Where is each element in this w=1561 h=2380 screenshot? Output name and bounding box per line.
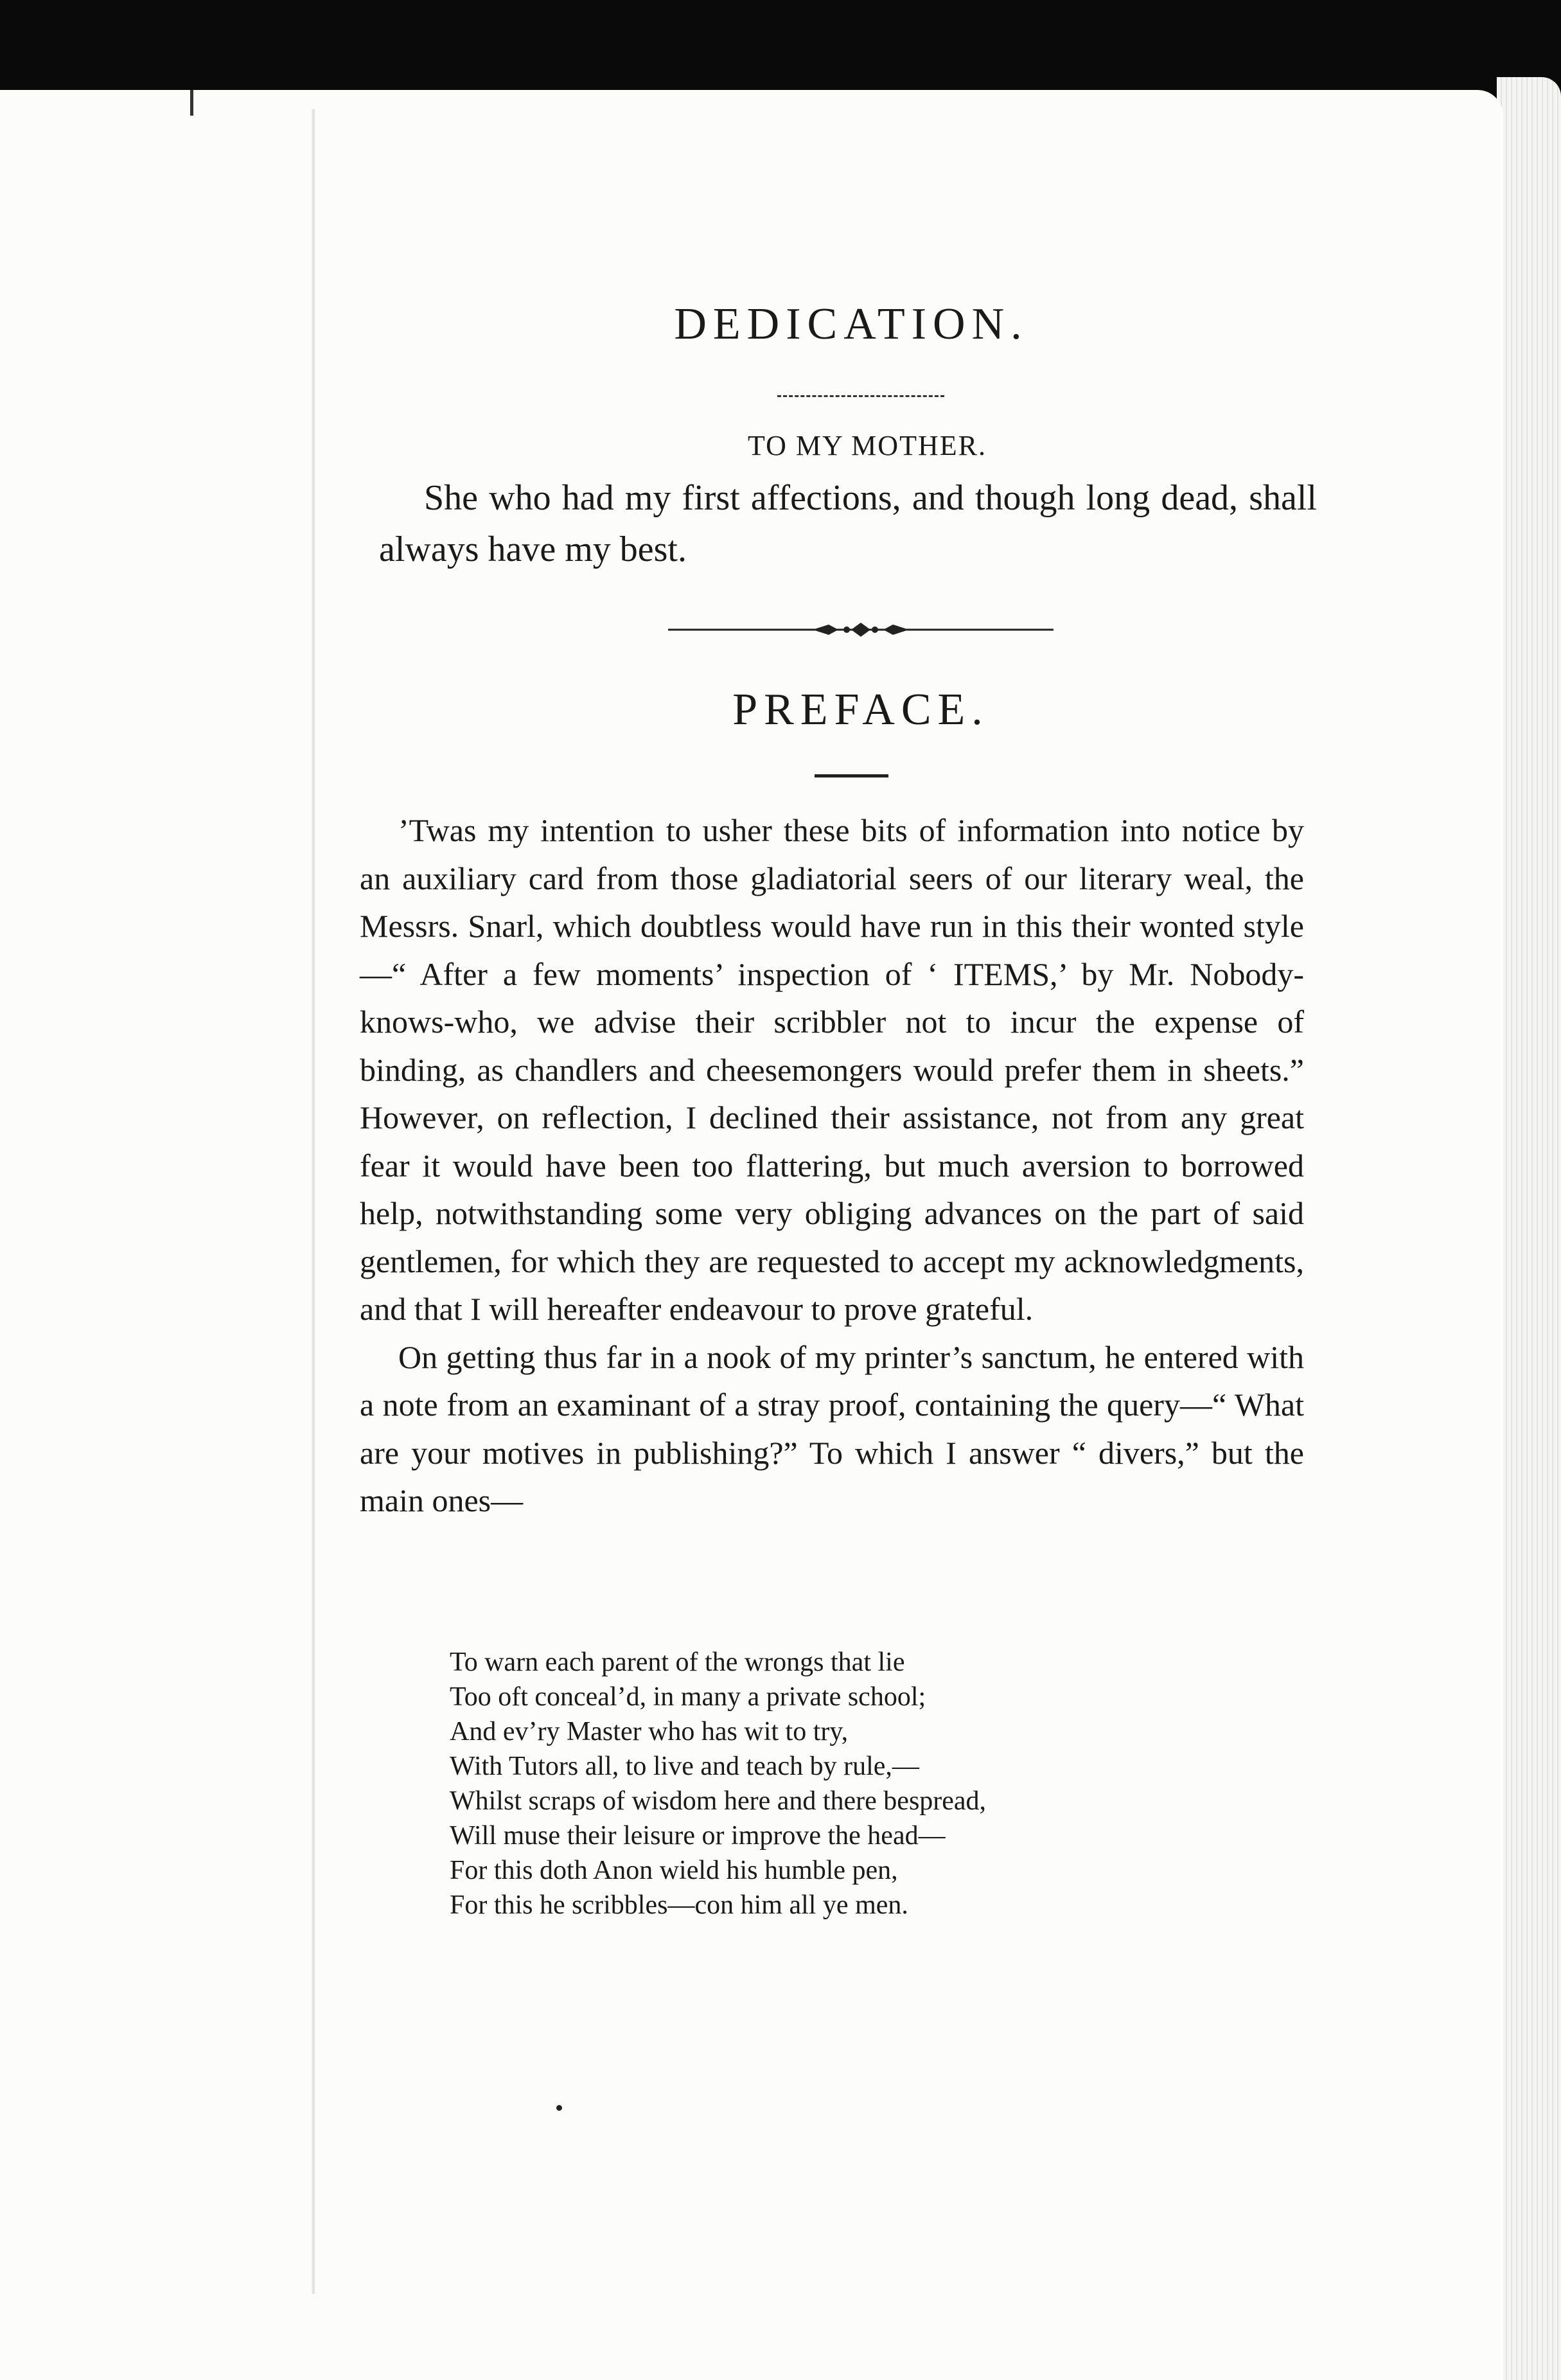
verse-line: For this doth Anon wield his humble pen, — [450, 1856, 898, 1885]
dedication-recipient: TO MY MOTHER. — [748, 430, 987, 461]
page-edge-stack — [1497, 77, 1561, 2380]
ornamental-divider — [668, 617, 1054, 643]
verse-line: Whilst scraps of wisdom here and there bespread, — [450, 1786, 987, 1816]
preface-paragraph-1: ’Twas my intention to usher these bits of information into notice by an auxiliary card from those gladiatorial seers of our literary weal, the Messrs. Snarl, which doubtless would have run in this their wonted style—“ After a few moments’ inspection of ‘ ITEMS,’ by Mr. Nobody-knows-who, we advise their scribbler not to incur the expense of binding, as chandlers and cheesemongers would prefer them in sheets.” However, on reflection, I declined their assistance, not from any great fear it would have been too flattering, but much aversion to borrowed help, notwithstanding some very obliging advances on the part of said gentlemen, for which they are requested to accept my acknowledgments, and that I will hereafter endeavour to prove grateful. — [360, 812, 1304, 1327]
verse-line: To warn each parent of the wrongs that lie — [450, 1647, 905, 1677]
dedication-text: She who had my first affections, and though long dead, shall always have my best. — [379, 478, 1317, 569]
preface-verse — [450, 1645, 1188, 1923]
verse-line: For this he scribbles—con him all ye men. — [450, 1890, 908, 1920]
preface-body — [360, 806, 1304, 1525]
ink-speck — [556, 2105, 562, 2111]
verse-line: With Tutors all, to live and teach by rule,— — [450, 1752, 919, 1781]
page-fold-shadow — [312, 109, 315, 2294]
verse-line: Will muse their leisure or improve the head— — [450, 1821, 946, 1851]
preface-paragraph-2: On getting thus far in a nook of my printer’s sanctum, he entered with a note from an examinant of a stray proof, containing the query—“ What are your motives in publishing?” To which I answer “ divers,” but the main ones— — [360, 1338, 1304, 1518]
dashed-divider — [777, 395, 944, 397]
verse-line: Too oft conceal’d, in many a private school; — [450, 1682, 926, 1712]
preface-rule — [815, 774, 888, 777]
verse-line: And ev’ry Master who has wit to try, — [450, 1717, 849, 1746]
dedication-heading: DEDICATION. — [674, 299, 1028, 349]
preface-heading: PREFACE. — [732, 685, 989, 734]
margin-mark — [190, 90, 193, 116]
